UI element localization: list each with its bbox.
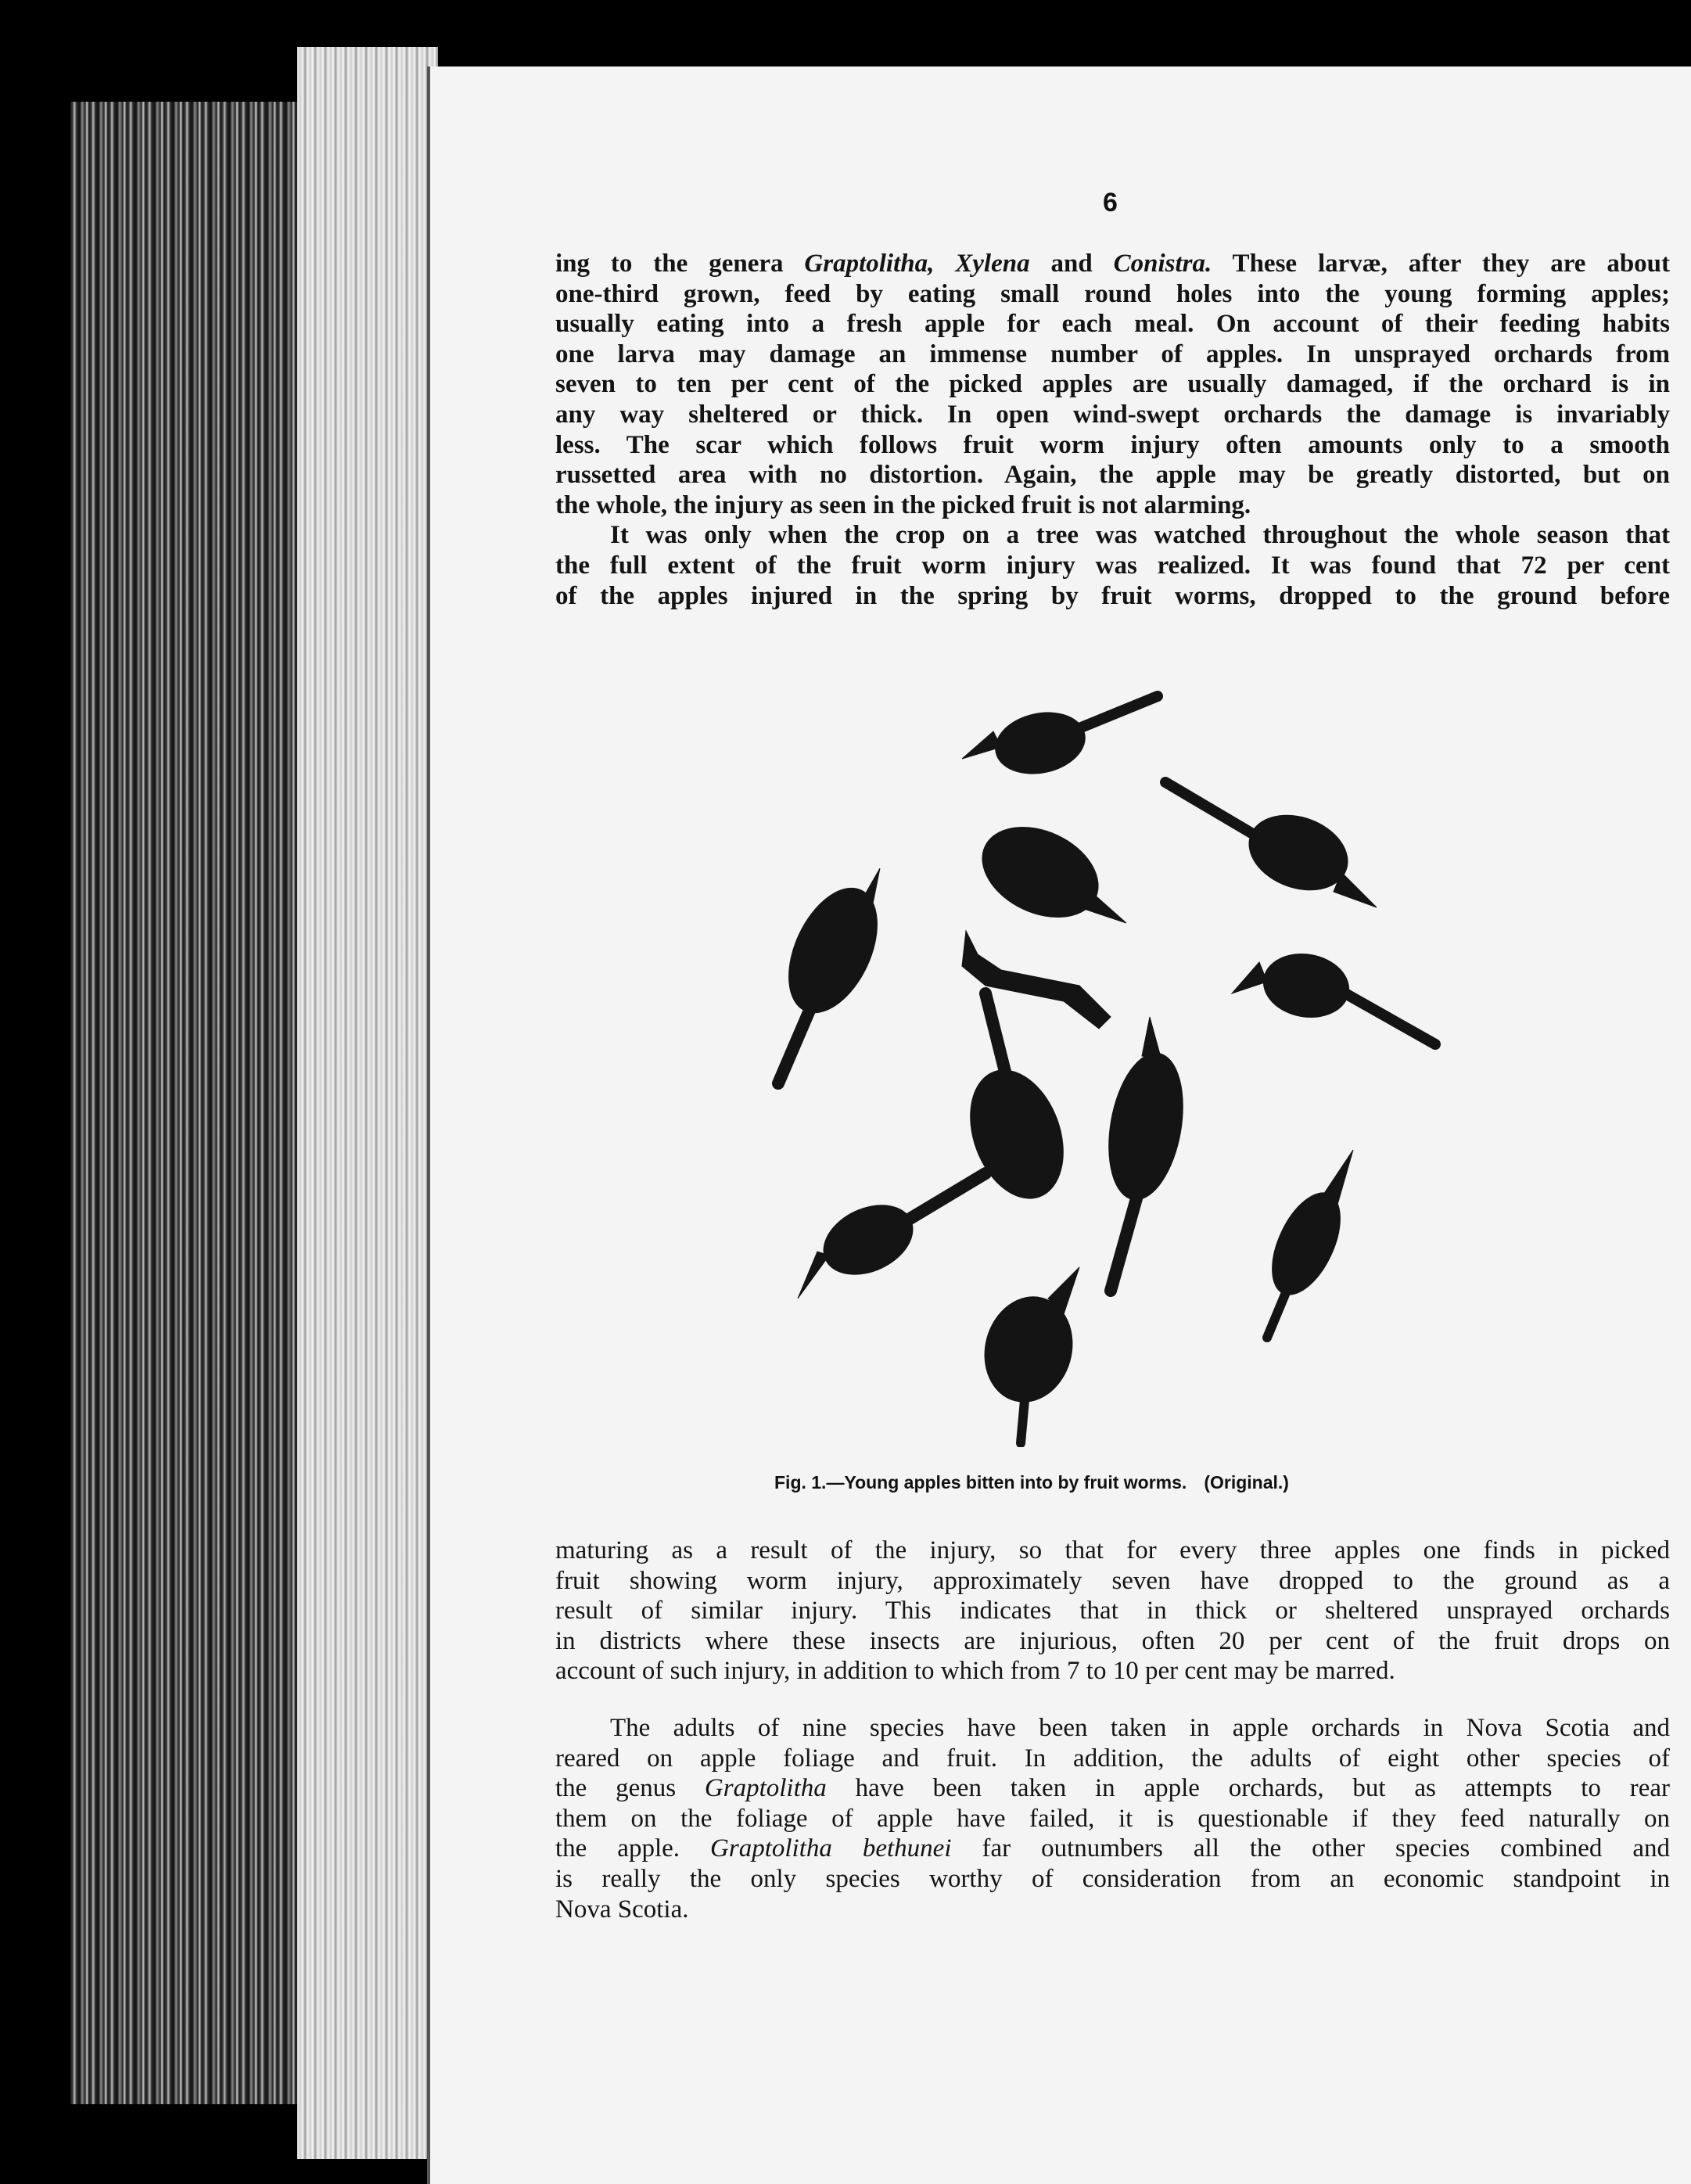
text-line: fruit showing worm injury, approximately seven have dropped to the ground as a xyxy=(555,1566,1670,1595)
paragraph-3 xyxy=(555,1536,1670,1686)
species-name: Graptolitha bethunei xyxy=(710,1834,952,1863)
genus-names: Graptolitha, Xylena xyxy=(804,250,1030,278)
page-edges-light xyxy=(297,47,438,2159)
text-run: the genus xyxy=(555,1774,705,1803)
figure-caption xyxy=(774,1472,1289,1493)
text-line: less. The scar which follows fruit worm injury often amounts only to a smooth xyxy=(555,430,1670,459)
text-line: maturing as a result of the injury, so that for every three apples one finds in picked xyxy=(555,1536,1670,1564)
text-line: the whole, the injury as seen in the picked fruit is not alarming. xyxy=(555,490,1251,519)
text-line: result of similar injury. This indicates that in thick or sheltered unsprayed orchards xyxy=(555,1597,1670,1625)
text-run: the apple. xyxy=(555,1834,711,1863)
text-line: The adults of nine species have been taken in apple orchards in Nova Scotia and xyxy=(610,1714,1670,1742)
text-line: of the apples injured in the spring by fruit worms, dropped to the ground before xyxy=(555,581,1670,610)
figure-apples-photo xyxy=(704,673,1525,1447)
text-line: them on the foliage of apple have failed, it is questionable if they feed naturally on xyxy=(555,1804,1670,1833)
text-line: seven to ten per cent of the picked apples are usually damaged, if the orchard is in xyxy=(555,370,1670,399)
caption-text: Fig. 1.—Young apples bitten into by fruit worms. xyxy=(774,1472,1187,1493)
text-run: These larvæ, after they are about xyxy=(1212,250,1671,278)
text-line: reared on apple foliage and fruit. In addition, the adults of eight other species of xyxy=(555,1744,1670,1773)
text-line: usually eating into a fresh apple for each meal. On account of their feeding habits xyxy=(555,310,1670,339)
text-line: in districts where these insects are injurious, often 20 per cent of the fruit drops on xyxy=(555,1626,1670,1655)
text-line xyxy=(555,1834,1670,1864)
paragraph-4 xyxy=(555,1713,1670,1924)
genus-name: Graptolitha xyxy=(704,1774,827,1803)
text-line: account of such injury, in addition to which from 7 to 10 per cent may be marred. xyxy=(555,1657,1395,1686)
text-line: is really the only species worthy of consideration from an economic standpoint in xyxy=(555,1864,1670,1893)
text-line xyxy=(555,249,1670,279)
text-run: far outnumbers all the other species combined and xyxy=(951,1834,1670,1863)
text-run: have been taken in apple orchards, but as attempts to rear xyxy=(826,1774,1670,1803)
text-line: It was only when the crop on a tree was watched throughout the whole season that xyxy=(610,521,1670,550)
text-run: and xyxy=(1029,250,1114,278)
text-line: the full extent of the fruit worm injury was realized. It was found that 72 per cent xyxy=(555,551,1670,580)
genus-name: Conistra. xyxy=(1113,250,1212,278)
paragraph-1 xyxy=(555,249,1670,611)
text-line: one-third grown, feed by eating small round holes into the young forming apples; xyxy=(555,279,1670,308)
text-line: any way sheltered or thick. In open wind-swept orchards the damage is invariably xyxy=(555,400,1670,429)
text-line: one larva may damage an immense number of apples. In unsprayed orchards from xyxy=(555,339,1670,368)
text-line xyxy=(555,1773,1670,1804)
text-line: russetted area with no distortion. Again, the apple may be greatly distorted, but on xyxy=(555,461,1670,490)
text-run: ing to the genera xyxy=(555,250,805,278)
page-number: 6 xyxy=(1103,188,1118,217)
text-line: Nova Scotia. xyxy=(555,1895,689,1924)
caption-source: (Original.) xyxy=(1204,1472,1289,1493)
